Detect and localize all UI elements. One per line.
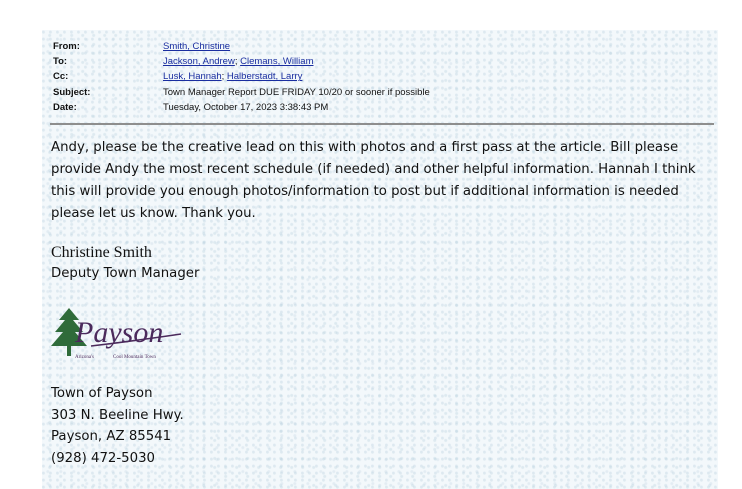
cc-link-lusk[interactable]: Lusk, Hannah bbox=[163, 71, 222, 83]
date-label: Date: bbox=[53, 101, 77, 113]
address-line: Payson, AZ 85541 bbox=[51, 429, 172, 444]
to-link-clemans[interactable]: Clemans, William bbox=[240, 56, 314, 68]
header-divider bbox=[50, 123, 714, 125]
separator: ; bbox=[234, 56, 241, 68]
logo-tagline-right: Cool Mountain Town bbox=[113, 355, 156, 360]
date-row bbox=[53, 100, 430, 115]
to-label: To: bbox=[53, 56, 68, 68]
to-link-jackson[interactable]: Jackson, Andrew bbox=[163, 56, 235, 68]
subject-value: Town Manager Report DUE FRIDAY 10/20 or sooner if possible bbox=[163, 86, 430, 98]
cc-link-halberstadt[interactable]: Halberstadt, Larry bbox=[226, 71, 303, 83]
from-row bbox=[53, 39, 430, 54]
body-line: Andy, please be the creative lead on this with photos and a first pass at the article. Bill please bbox=[51, 140, 679, 155]
email-page bbox=[42, 30, 718, 489]
email-header bbox=[53, 39, 430, 115]
subject-label: Subject: bbox=[53, 86, 91, 98]
to-row bbox=[53, 54, 430, 69]
cc-row bbox=[53, 69, 430, 84]
address-line: (928) 472-5030 bbox=[51, 450, 155, 466]
logo-tagline-left: Arizona's bbox=[75, 355, 94, 360]
email-body bbox=[51, 137, 701, 225]
signature-title: Deputy Town Manager bbox=[51, 266, 200, 281]
separator: ; bbox=[221, 71, 227, 83]
address-line: 303 N. Beeline Hwy. bbox=[51, 407, 184, 423]
subject-row bbox=[53, 85, 430, 100]
body-line: please let us know. Thank you. bbox=[51, 206, 256, 221]
from-label: From: bbox=[53, 41, 80, 52]
body-line: this will provide you enough photos/information to post but if additional information is needed bbox=[51, 184, 679, 199]
signature-address bbox=[51, 383, 184, 469]
date-value: Tuesday, October 17, 2023 3:38:43 PM bbox=[163, 101, 329, 113]
payson-logo bbox=[51, 306, 186, 364]
body-line: provide Andy the most recent schedule (if needed) and other helpful information. Hannah I think bbox=[51, 162, 696, 177]
signature-name: Christine Smith bbox=[51, 244, 152, 261]
cc-label: Cc: bbox=[53, 71, 69, 83]
logo-wordmark: Payson bbox=[75, 316, 164, 349]
address-line: Town of Payson bbox=[51, 386, 153, 401]
from-link[interactable]: Smith, Christine bbox=[163, 41, 231, 52]
